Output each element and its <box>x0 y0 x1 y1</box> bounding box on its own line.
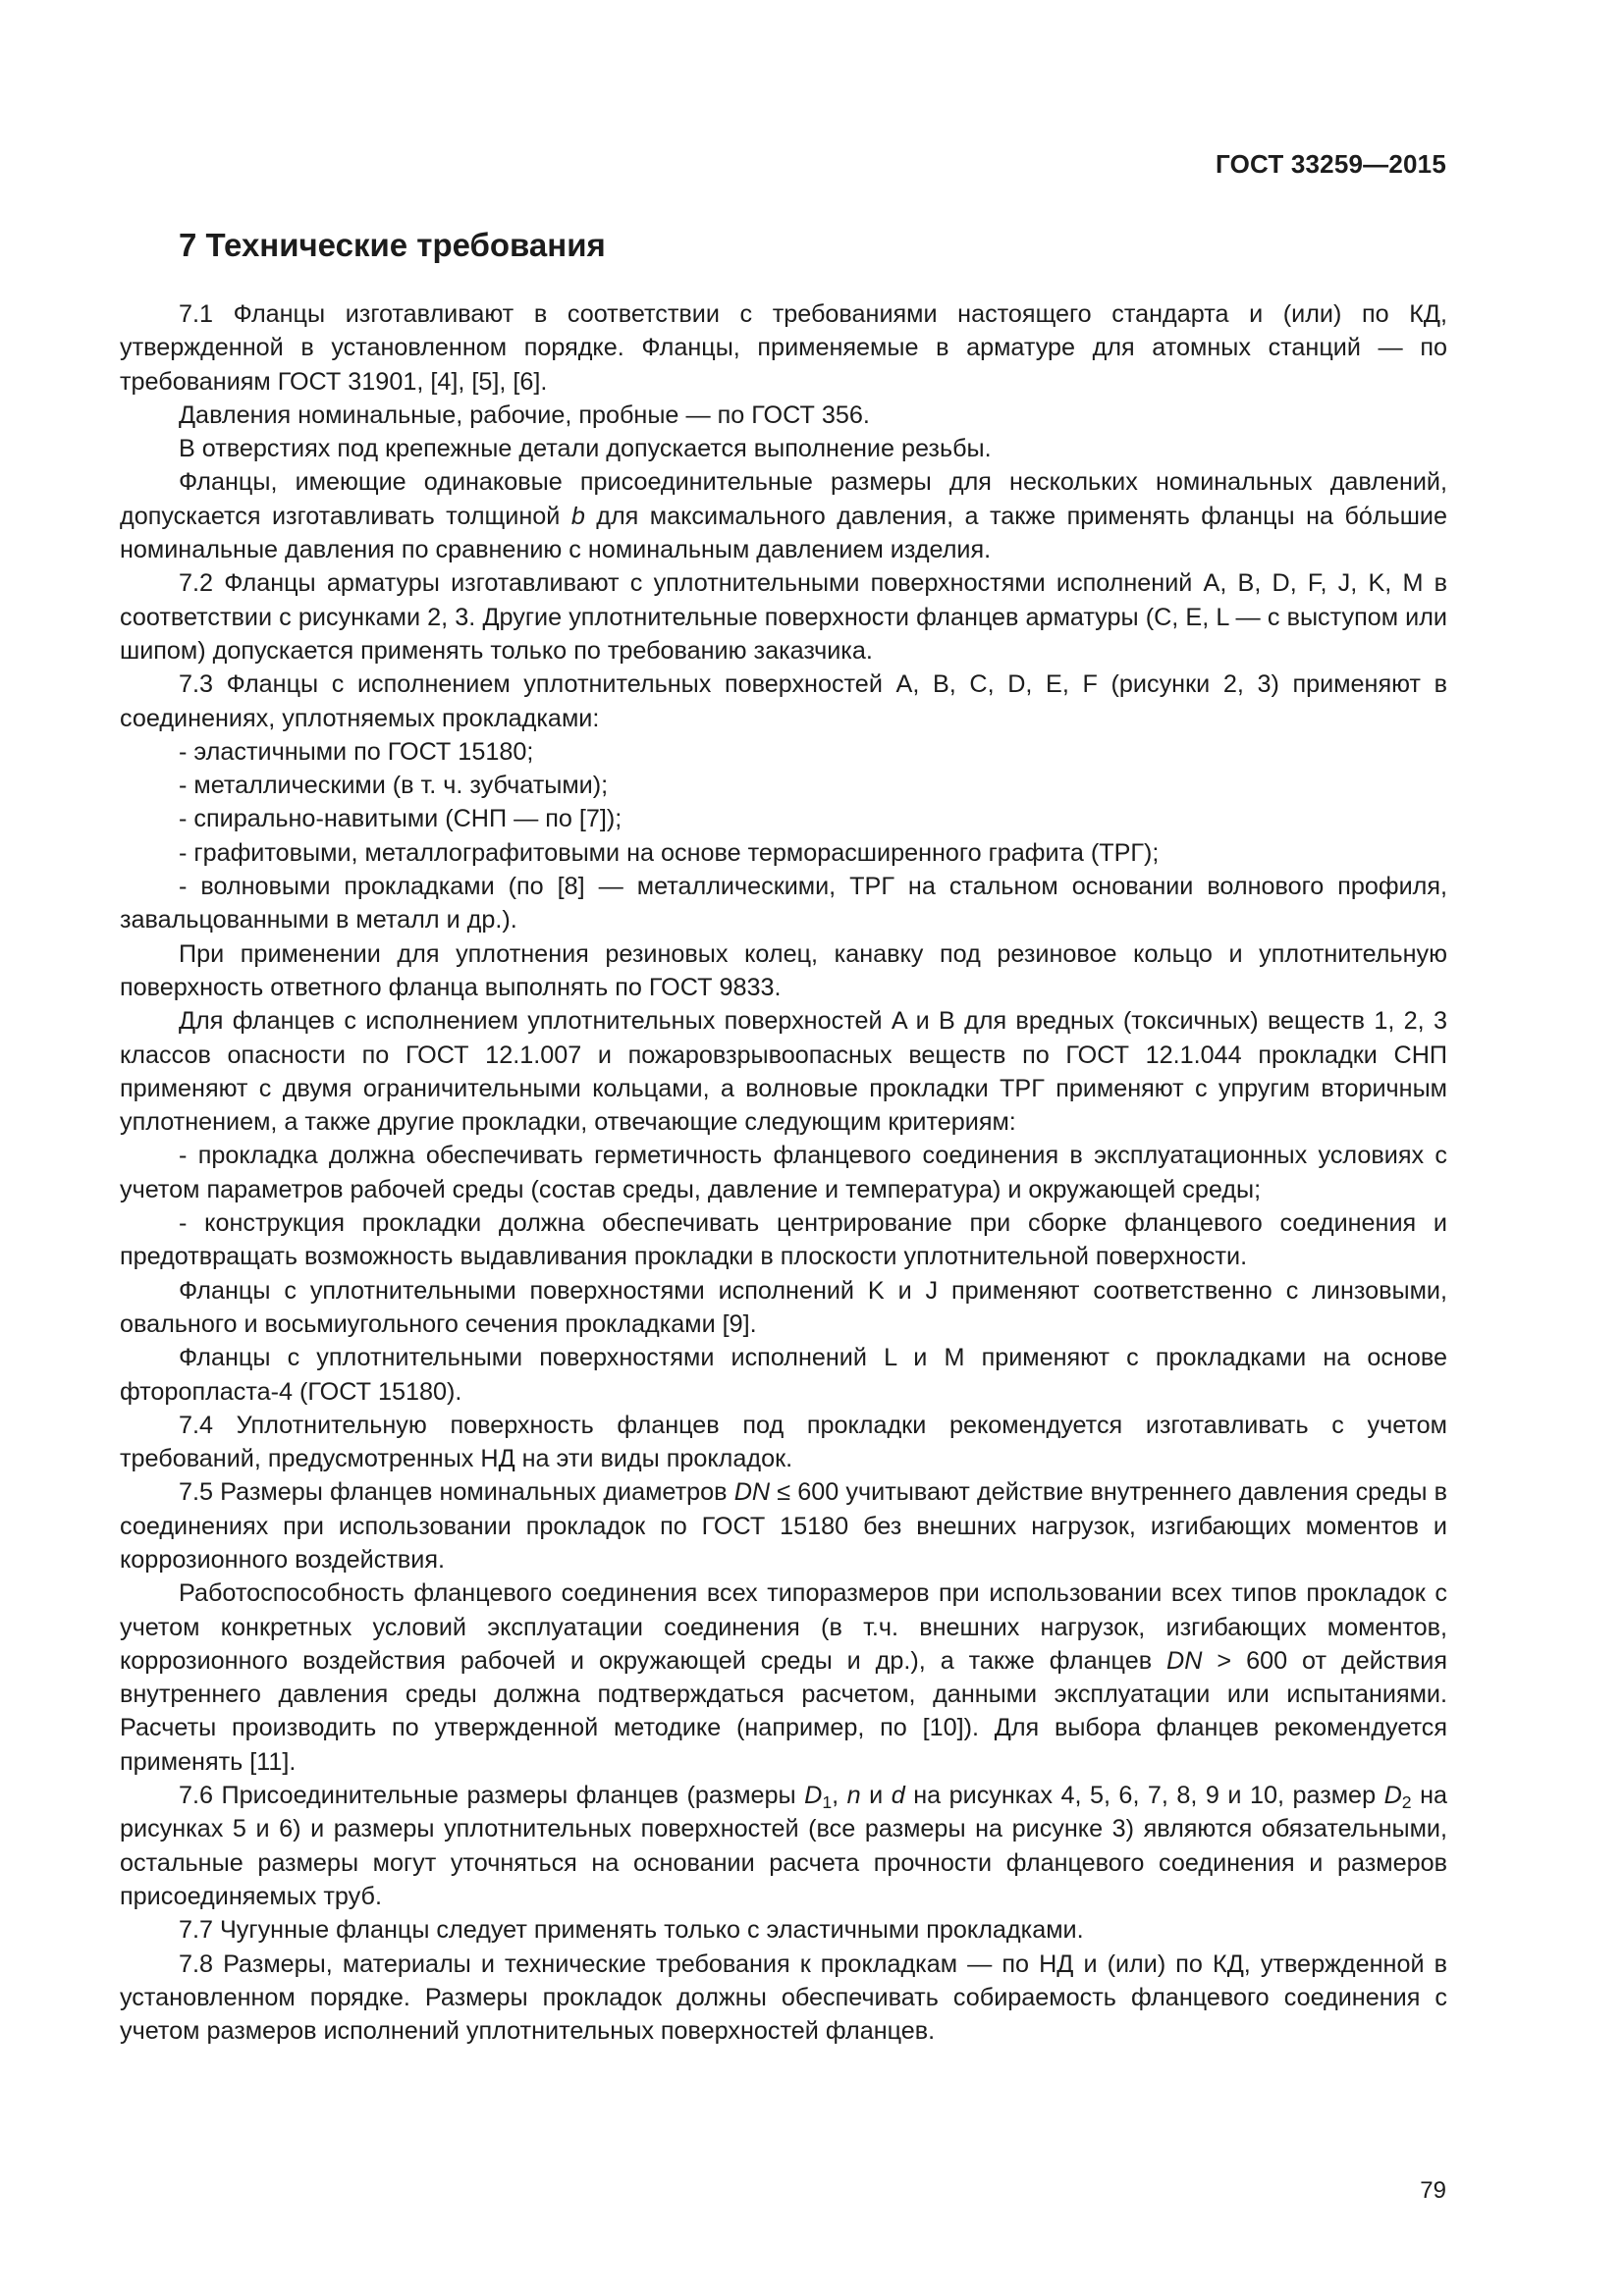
list-item: - спирально-навитыми (СНП — по [7]); <box>179 805 623 833</box>
list-item: - конструкция прокладки должна обеспечивать центрирование при сборке фланцевого соединения и предотвращать возможность выдавливания прокладки в плоскости уплотнительной поверхности. <box>120 1209 1447 1271</box>
paragraph-7-4: 7.4 Уплотнительную поверхность фланцев под прокладки рекомендуется изготавливать с учетом требований, предусмотренных НД на эти виды прокладок. <box>120 1411 1447 1473</box>
list-item: - графитовыми, металлографитовыми на основе терморасширенного графита (ТРГ); <box>179 838 1160 867</box>
text-run: Фланцы, имеющие одинаковые присоединительные размеры для нескольких номинальных давлений, допускается изготавливать толщиной <box>120 468 1447 530</box>
symbol-d2: D <box>1383 1782 1402 1810</box>
list-item: - эластичными по ГОСТ 15180; <box>179 737 534 766</box>
paragraph-lm: Фланцы с уплотнительными поверхностями исполнений L и M применяют с прокладками на основе фторопласта-4 (ГОСТ 15180). <box>120 1344 1447 1406</box>
text-run: на рисунках 5 и 6) и размеры уплотнительных поверхностей (все размеры на рисунке 3) являются обязательными, остальные размеры могут уточняться на основании расчета прочности фланцевого соединения и размеров присоединяемых труб. <box>120 1782 1447 1910</box>
text-run: ≤ 600 учитывают действие внутреннего давления среды в соединениях при использовании прокладок по ГОСТ 15180 без внешних нагрузок, изгибающих моментов и коррозионного воздействия. <box>120 1478 1447 1574</box>
page-number: 79 <box>1420 2177 1446 2204</box>
paragraph-7-5 <box>120 1475 1447 1576</box>
paragraph-7-6 <box>120 1779 1447 1913</box>
paragraph-7-7: 7.7 Чугунные фланцы следует применять только с эластичными прокладками. <box>179 1916 1084 1945</box>
document-header: ГОСТ 33259—2015 <box>1216 149 1446 179</box>
symbol-d: d <box>891 1782 905 1810</box>
subscript-1: 1 <box>822 1792 833 1813</box>
paragraph-7-8: 7.8 Размеры, материалы и технические требования к прокладкам — по НД и (или) по КД, утвержденной в установленном порядке. Размеры прокладок должны обеспечивать собираемость фланцевого соединения с учетом размеров исполнений уплотнительных поверхностей фланцев. <box>120 1949 1447 2046</box>
text-run: 7.6 Присоединительные размеры фланцев (размеры <box>179 1782 805 1810</box>
subscript-2: 2 <box>1401 1792 1412 1813</box>
symbol-n: n <box>846 1782 861 1810</box>
text-run: для максимального давления, а также применять фланцы на бо́льшие номинальные давления по сравнению с номинальным давлением изделия. <box>120 502 1447 564</box>
paragraph-rubber: При применении для уплотнения резиновых колец, канавку под резиновое кольцо и уплотнительную поверхность ответного фланца выполнять по ГОСТ 9833. <box>120 939 1447 1001</box>
symbol-dn: DN <box>1166 1646 1203 1675</box>
list-item: - прокладка должна обеспечивать герметичность фланцевого соединения в эксплуатационных условиях с учетом параметров рабочей среды (состав среды, давление и температура) и окружающей среды; <box>120 1142 1447 1203</box>
paragraph-7-1: 7.1 Фланцы изготавливают в соответствии с требованиями настоящего стандарта и (или) по КД, утвержденной в установленном порядке. Фланцы, применяемые в арматуре для атомных станций — по требованиям ГОСТ 31901, [4], [5], [6]. <box>120 300 1447 396</box>
symbol-dn: DN <box>733 1478 771 1507</box>
paragraph-kj: Фланцы с уплотнительными поверхностями исполнений K и J применяют соответственно с линзовыми, овального и восьмиугольного сечения прокладками [9]. <box>120 1276 1447 1338</box>
paragraph-thread: В отверстиях под крепежные детали допускается выполнение резьбы. <box>179 435 992 463</box>
text-run: на рисунках 4, 5, 6, 7, 8, 9 и 10, размер <box>904 1782 1384 1810</box>
list-item: - металлическими (в т. ч. зубчатыми); <box>179 772 609 800</box>
paragraph-flanges <box>120 465 1447 566</box>
text-run: 7.5 Размеры фланцев номинальных диаметров <box>179 1478 734 1507</box>
list-item: - волновыми прокладками (по [8] — металлическими, ТРГ на стальном основании волнового профиля, завальцованными в металл и др.). <box>120 873 1447 934</box>
text-run: , <box>832 1782 847 1810</box>
document-body <box>120 297 1447 2048</box>
section-title: 7 Технические требования <box>179 227 606 263</box>
text-run: и <box>860 1782 892 1810</box>
text-run: > 600 от действия внутреннего давления среды должна подтверждаться расчетом, данными эксплуатации или испытаниями. Расчеты производить по утвержденной методике (например, по [10]). Для выбора фланцев рекомендуется применять [11]. <box>120 1646 1447 1776</box>
text-run: Работоспособность фланцевого соединения всех типоразмеров при использовании всех типов прокладок с учетом конкретных условий эксплуатации соединения (в т.ч. внешних нагрузок, изгибающих моментов, коррозионного воздействия рабочей и окружающей среды и др.), а также фланцев <box>120 1579 1447 1675</box>
paragraph-performance <box>120 1576 1447 1779</box>
paragraph-toxic: Для фланцев с исполнением уплотнительных поверхностей A и B для вредных (токсичных) веществ 1, 2, 3 классов опасности по ГОСТ 12.1.007 и пожаровзрывоопасных веществ по ГОСТ 12.1.044 прокладки СНП применяют с двумя ограничительными кольцами, а волновые прокладки ТРГ применяют с упругим вторичным уплотнением, а также другие прокладки, отвечающие следующим критериям: <box>120 1007 1447 1137</box>
symbol-d1: D <box>804 1782 823 1810</box>
paragraph-pressure: Давления номинальные, рабочие, пробные — по ГОСТ 356. <box>179 400 870 429</box>
paragraph-7-3: 7.3 Фланцы с исполнением уплотнительных поверхностей A, B, C, D, E, F (рисунки 2, 3) применяют в соединениях, уплотняемых прокладками: <box>120 670 1447 732</box>
symbol-b: b <box>570 502 585 530</box>
paragraph-7-2: 7.2 Фланцы арматуры изготавливают с уплотнительными поверхностями исполнений A, B, D, F, J, K, M в соответствии с рисунками 2, 3. Другие уплотнительные поверхности фланцев арматуры (C, E, L — с выступом или шипом) допускается применять только по требованию заказчика. <box>120 569 1447 665</box>
